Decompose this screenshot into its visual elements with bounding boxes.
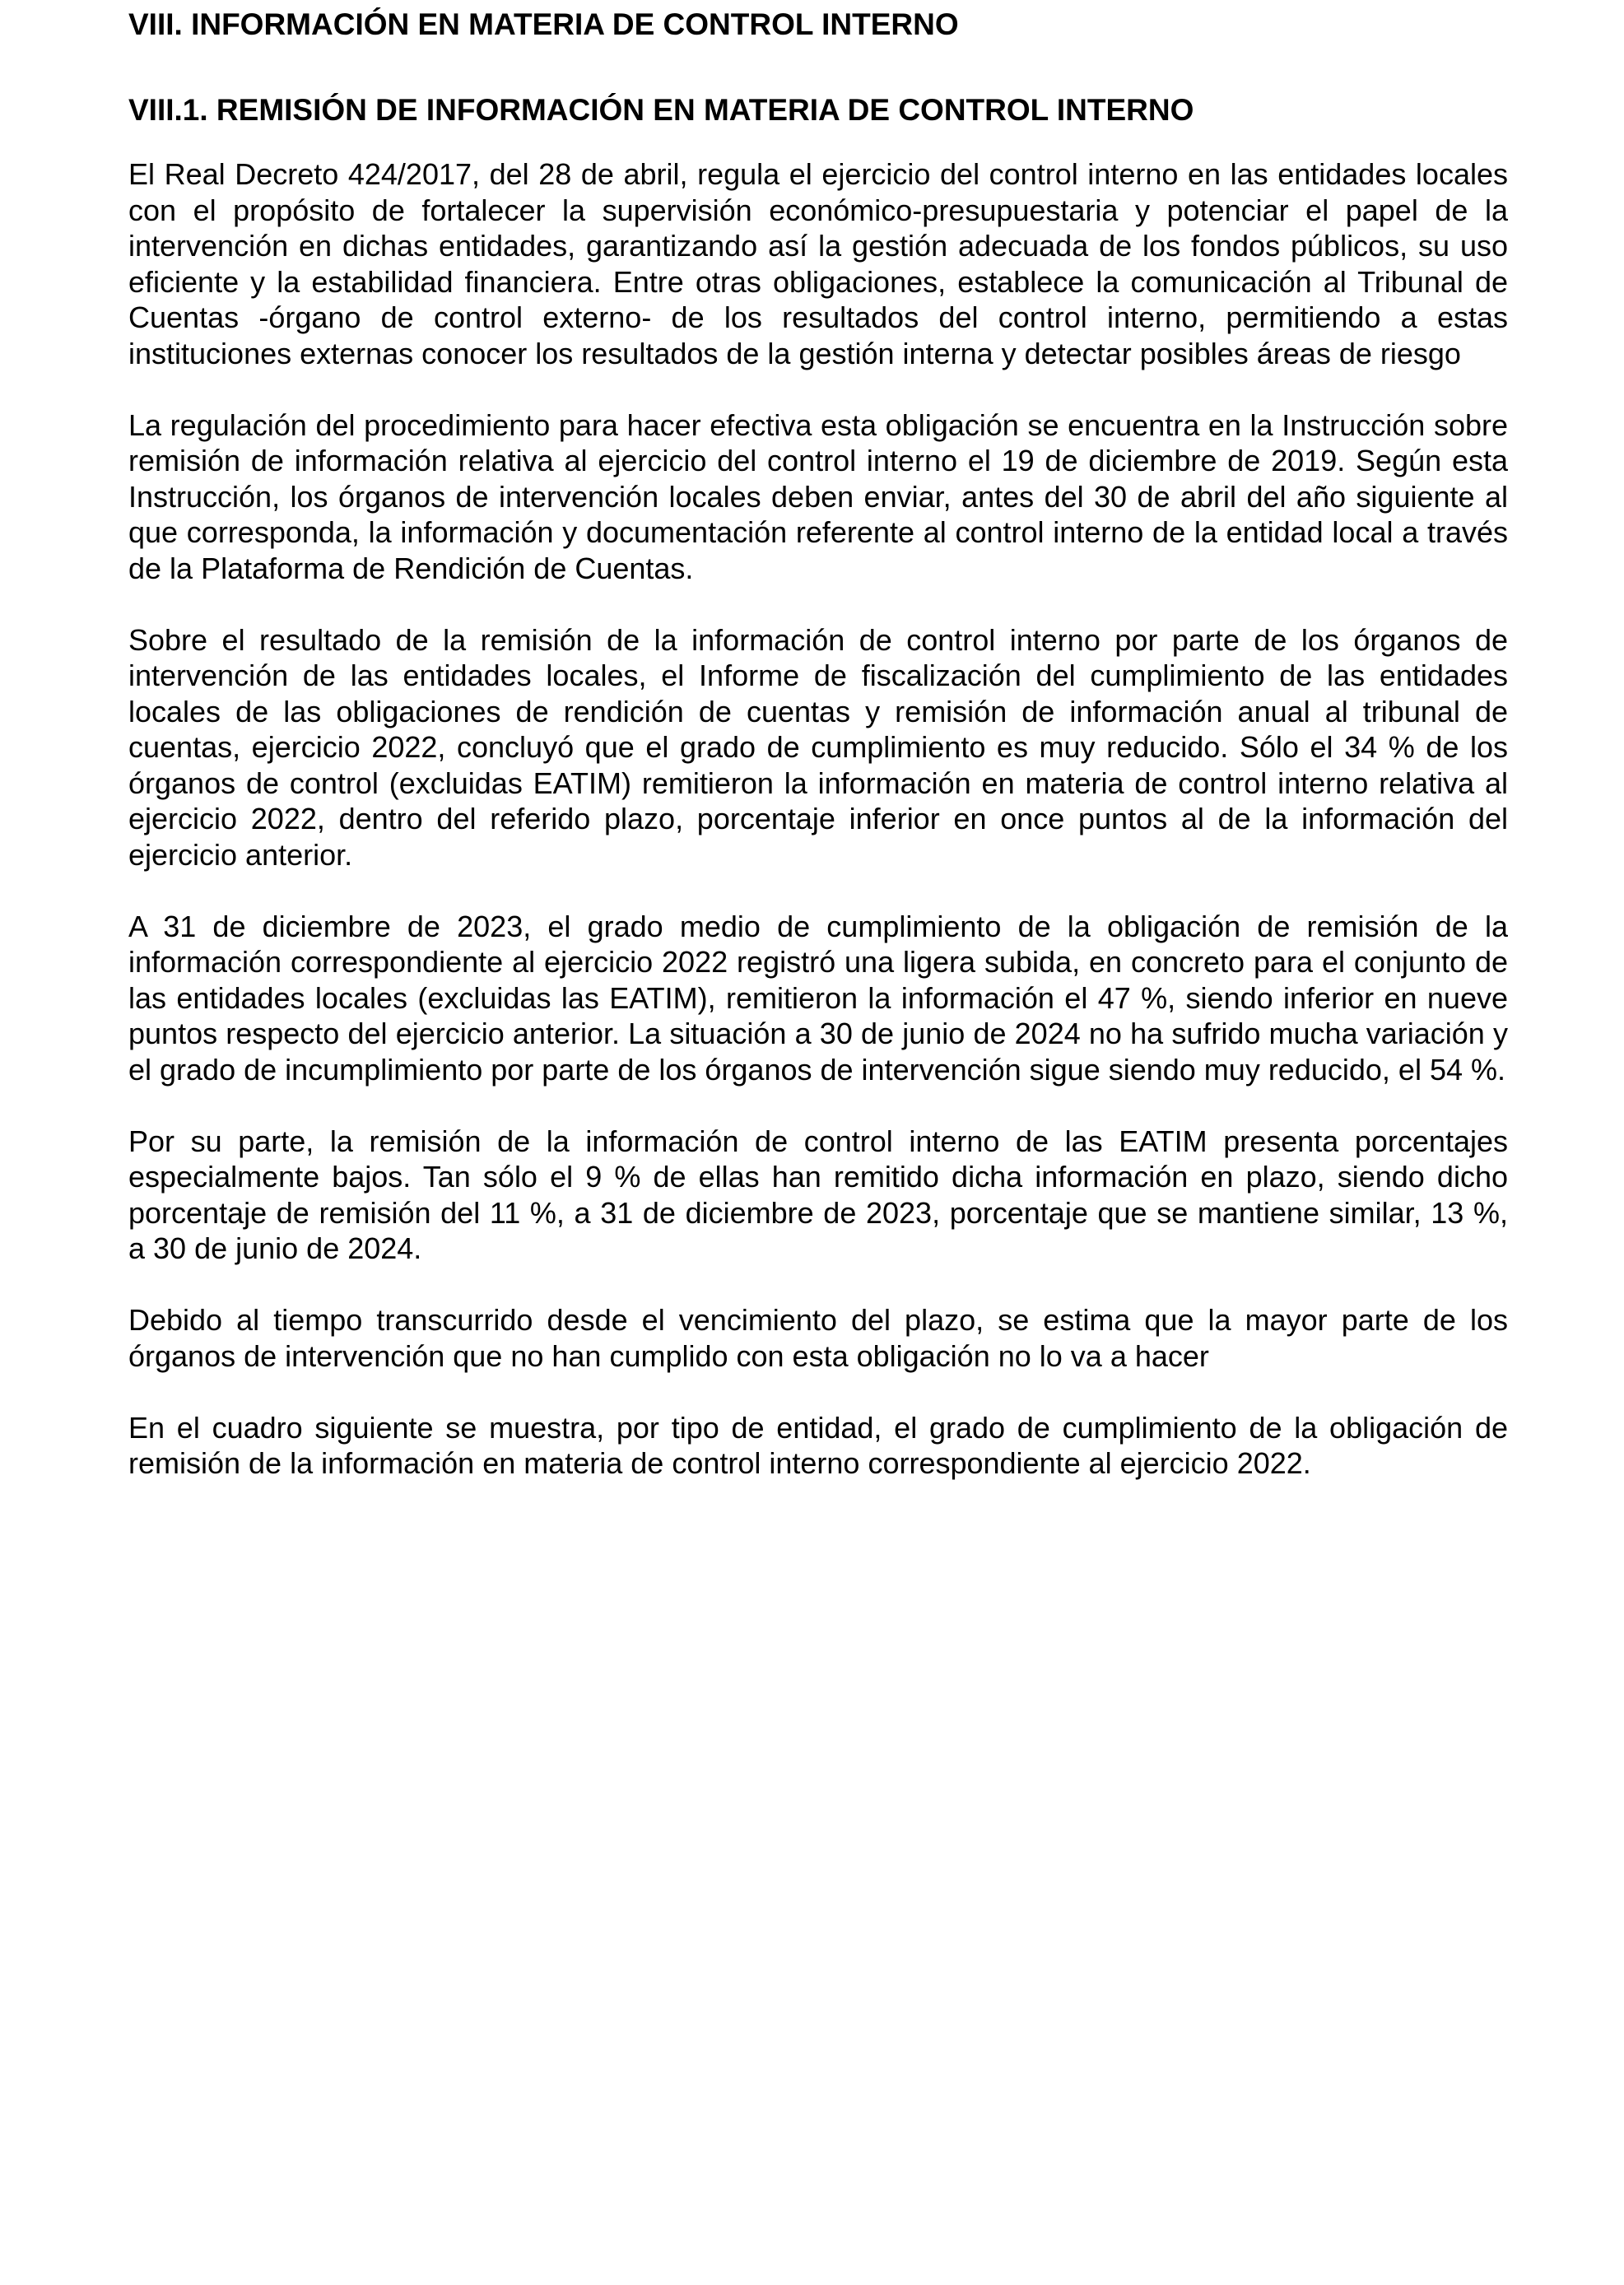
paragraph-tiempo-transcurrido: Debido al tiempo transcurrido desde el vencimiento del plazo, se estima que la mayor parte de los órganos de intervención que no han cumplido con esta obligación no lo va a hacer [128, 1303, 1508, 1373]
section-title: VIII. INFORMACIÓN EN MATERIA DE CONTROL INTERNO [128, 7, 959, 41]
paragraph-cuadro-siguiente: En el cuadro siguiente se muestra, por tipo de entidad, el grado de cumplimiento de la obligación de remisión de la información en materia de control interno correspondiente al ejercicio 2022. [128, 1410, 1508, 1480]
document-body [128, 156, 1508, 1517]
paragraph-regulacion: La regulación del procedimiento para hacer efectiva esta obligación se encuentra en la Instrucción sobre remisión de información relativa al ejercicio del control interno el 19 de diciembre de 2019. Según esta Instrucción, los órganos de intervención locales deben enviar, antes del 30 de abril del año siguiente al que corresponda, la información y documentación referente al control interno de la entidad local a través de la Plataforma de Rendición de Cuentas. [128, 407, 1508, 585]
paragraph-eatim: Por su parte, la remisión de la información de control interno de las EATIM presenta porcentajes especialmente bajos. Tan sólo el 9 % de ellas han remitido dicha información en plazo, siendo dicho porcentaje de remisión del 11 %, a 31 de diciembre de 2023, porcentaje que se mantiene similar, 13 %, a 30 de junio de 2024. [128, 1124, 1508, 1265]
subsection-title: VIII.1. REMISIÓN DE INFORMACIÓN EN MATERIA DE CONTROL INTERNO [128, 93, 1194, 127]
paragraph-real-decreto: El Real Decreto 424/2017, del 28 de abril, regula el ejercicio del control interno en las entidades locales con el propósito de fortalecer la supervisión económico-presupuestaria y potenciar el papel de la intervención en dichas entidades, garantizando así la gestión adecuada de los fondos públicos, su uso eficiente y la estabilidad financiera. Entre otras obligaciones, establece la comunicación al Tribunal de Cuentas -órgano de control externo- de los resultados del control interno, permitiendo a estas instituciones externas conocer los resultados de la gestión interna y detectar posibles áreas de riesgo [128, 157, 1508, 370]
paragraph-resultado-remision: Sobre el resultado de la remisión de la información de control interno por parte de los órganos de intervención de las entidades locales, el Informe de fiscalización del cumplimiento de las entidades locales de las obligaciones de rendición de cuentas y remisión de información anual al tribunal de cuentas, ejercicio 2022, concluyó que el grado de cumplimiento es muy reducido. Sólo el 34 % de los órganos de control (excluidas EATIM) remitieron la información en materia de control interno relativa al ejercicio 2022, dentro del referido plazo, porcentaje inferior en once puntos al de la información del ejercicio anterior. [128, 622, 1508, 872]
paragraph-grado-cumplimiento: A 31 de diciembre de 2023, el grado medio de cumplimiento de la obligación de remisión de la información correspondiente al ejercicio 2022 registró una ligera subida, en concreto para el conjunto de las entidades locales (excluidas las EATIM), remitieron la información el 47 %, siendo inferior en nueve puntos respecto del ejercicio anterior. La situación a 30 de junio de 2024 no ha sufrido mucha variación y el grado de incumplimiento por parte de los órganos de intervención sigue siendo muy reducido, el 54 %. [128, 909, 1508, 1087]
